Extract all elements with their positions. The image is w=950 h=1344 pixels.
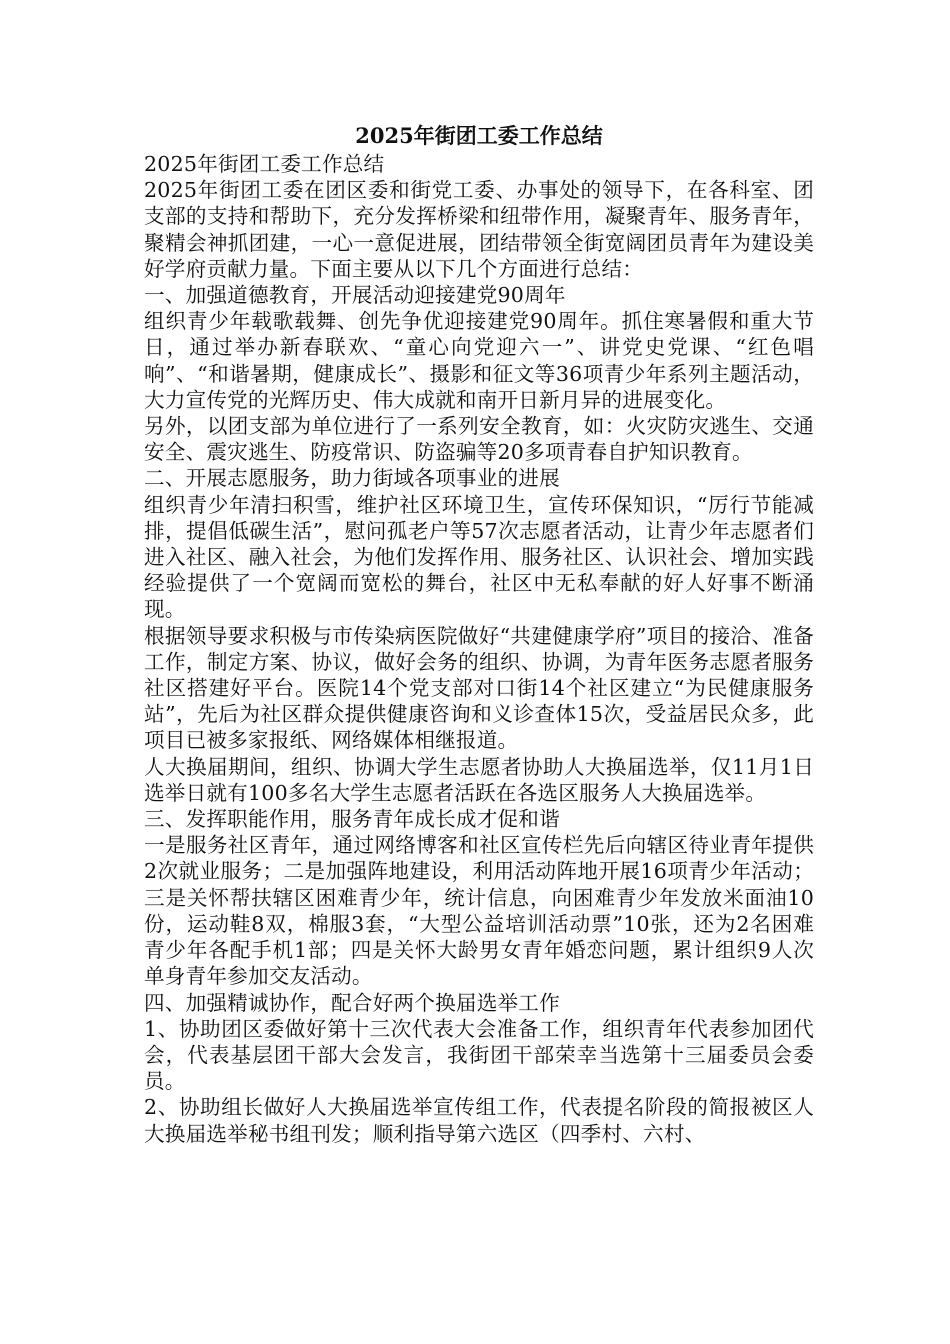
paragraph-body: 1、协助团区委做好第十三次代表大会准备工作，组织青年代表参加团代会，代表基层团干部大会发言，我街团干部荣幸当选第十三届委员会委员。 xyxy=(144,1016,814,1094)
paragraph-body: 根据领导要求积极与市传染病医院做好“共建健康学府”项目的接洽、准备工作，制定方案、协议，做好会务的组织、协调，为青年医务志愿者服务社区搭建好平台。医院14个党支部对口街14个社区建立“为民健康服务站”，先后为社区群众提供健康咨询和义诊查体15次，受益居民众多，此项目已被多家报纸、网络媒体相继报道。 xyxy=(144,623,814,753)
paragraph-body: 2、协助组长做好人大换届选举宣传组工作，代表提名阶段的简报被区人大换届选举秘书组刊发；顺利指导第六选区（四季村、六村、 xyxy=(144,1095,814,1146)
paragraph-intro: 2025年街团工委在团区委和街党工委、办事处的领导下，在各科室、团支部的支持和帮助下，充分发挥桥梁和纽带作用，凝聚青年、服务青年，聚精会神抓团建，一心一意促进展，团结带领全街宽阔团员青年为建设美好学府贡献力量。下面主要从以下几个方面进行总结： xyxy=(144,178,814,281)
paragraph-subtitle: 2025年街团工委工作总结 xyxy=(144,152,385,176)
document-title: 2025年街团工委工作总结 xyxy=(355,123,603,148)
section-heading-3: 三、发挥职能作用，服务青年成长成才促和谐 xyxy=(144,807,560,832)
section-heading-2: 二、开展志愿服务，助力街域各项事业的进展 xyxy=(144,466,560,491)
paragraph-body: 另外，以团支部为单位进行了一系列安全教育，如：火灾防灾逃生、交通安全、震灾逃生、防疫常识、防盗骗等20多项青春自护知识教育。 xyxy=(144,414,814,465)
section-heading-1: 一、加强道德教育，开展活动迎接建党90周年 xyxy=(144,283,566,308)
paragraph-body: 一是服务社区青年，通过网络博客和社区宣传栏先后向辖区待业青年提供2次就业服务；二是加强阵地建设，利用活动阵地开展16项青少年活动；三是关怀帮扶辖区困难青少年，统计信息，向困难青少年发放米面油10份，运动鞋8双，棉服3套，“大型公益培训活动票”10张，还为2名困难青少年各配手机1部；四是关怀大龄男女青年婚恋问题，累计组织9人次单身青年参加交友活动。 xyxy=(144,833,814,989)
document-page xyxy=(144,121,814,1147)
paragraph-body: 人大换届期间，组织、协调大学生志愿者协助人大换届选举，仅11月1日选举日就有100多名大学生志愿者活跃在各选区服务人大换届选举。 xyxy=(144,754,814,805)
paragraph-body: 组织青少年载歌载舞、创先争优迎接建党90周年。抓住寒暑假和重大节日，通过举办新春联欢、“童心向党迎六一”、讲党史党课、“红色唱响”、“和谐暑期，健康成长”、摄影和征文等36项青少年系列主题活动，大力宣传党的光辉历史、伟大成就和南开日新月异的进展变化。 xyxy=(144,309,814,412)
paragraph-body: 组织青少年清扫积雪，维护社区环境卫生，宣传环保知识，“厉行节能减排，提倡低碳生活”，慰问孤老户等57次志愿者活动，让青少年志愿者们进入社区、融入社会，为他们发挥作用、服务社区、认识社会、增加实践经验提供了一个宽阔而宽松的舞台，社区中无私奉献的好人好事不断涌现。 xyxy=(144,492,814,622)
section-heading-4: 四、加强精诚协作，配合好两个换届选举工作 xyxy=(144,990,560,1015)
